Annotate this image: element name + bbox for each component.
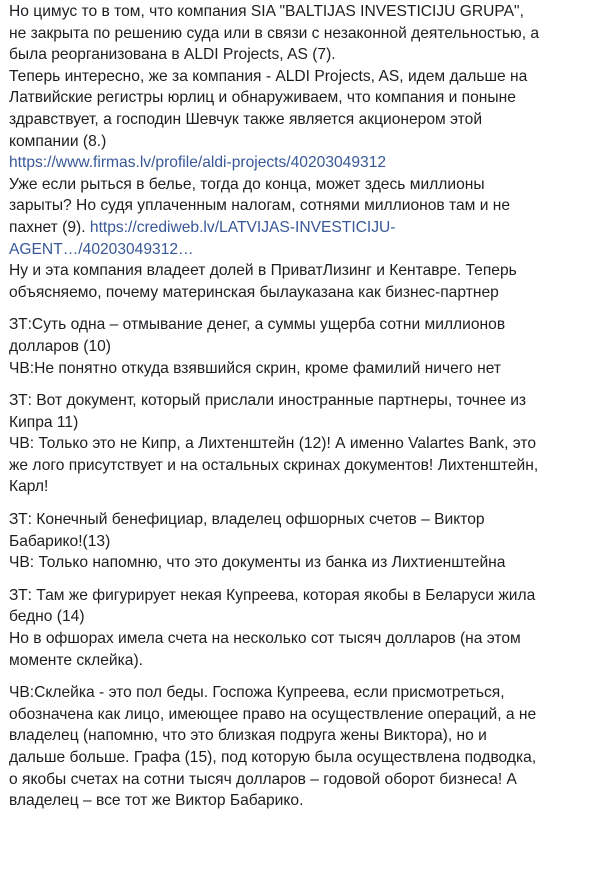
text-segment: же лого присутствует и на остальных скринах документов! Лихтенштейн, bbox=[9, 456, 539, 474]
text-segment: ЧВ:Склейка - это пол беды. Госпожа Купреева, если присмотреться, bbox=[9, 684, 505, 702]
text-segment: компании (8.) bbox=[9, 132, 107, 150]
text-segment: долларов (10) bbox=[9, 337, 111, 355]
text-segment: ЧВ:Не понятно откуда взявшийся скрин, кроме фамилий ничего нет bbox=[9, 359, 502, 377]
text-line bbox=[9, 152, 608, 174]
text-line bbox=[9, 174, 608, 196]
text-line bbox=[9, 585, 608, 607]
text-line bbox=[9, 23, 608, 45]
text-segment: о якобы счетах на сотни тысяч долларов – годовой оборот бизнеса! А bbox=[9, 770, 517, 788]
text-line bbox=[9, 509, 608, 531]
text-line bbox=[9, 769, 608, 791]
text-segment: бедно (14) bbox=[9, 608, 85, 626]
text-segment: Но в офшорах имела счета на несколько сот тысяч долларов (на этом bbox=[9, 630, 521, 648]
text-line bbox=[9, 260, 608, 282]
text-segment: моменте склейка). bbox=[9, 651, 144, 669]
text-line bbox=[9, 282, 608, 304]
text-line bbox=[9, 682, 608, 704]
text-segment: не закрыта по решению суда или в связи с незаконной деятельностью, а bbox=[9, 24, 540, 42]
external-link[interactable]: https://www.firmas.lv/profile/aldi-projects/40203049312 bbox=[9, 154, 387, 172]
text-line bbox=[9, 628, 608, 650]
text-line bbox=[9, 531, 608, 553]
text-segment: владелец – все тот же Виктор Бабарико. bbox=[9, 792, 304, 810]
text-segment: Теперь интересно, же за компания - ALDI Projects, AS, идем дальше на bbox=[9, 67, 528, 85]
post-paragraph bbox=[9, 509, 608, 574]
external-link[interactable]: AGENT…/40203049312… bbox=[9, 240, 194, 258]
text-segment: Карл! bbox=[9, 478, 49, 496]
text-segment: ЗТ: Там же фигурирует некая Купреева, которая якобы в Беларуси жила bbox=[9, 586, 536, 604]
text-segment: ЗТ: Вот документ, который прислали иностранные партнеры, точнее из bbox=[9, 392, 527, 410]
text-segment: объясняемо, почему материнская былауказана как бизнес-партнер bbox=[9, 283, 499, 301]
text-segment: Уже если рыться в белье, тогда до конца, может здесь миллионы bbox=[9, 175, 485, 193]
text-segment: ЧВ: Только напомню, что это документы из банка из Лихтиенштейна bbox=[9, 554, 506, 572]
text-line bbox=[9, 552, 608, 574]
text-segment: зарыты? Но судя уплаченным налогам, сотнями миллионов там и не bbox=[9, 197, 511, 215]
text-segment: обозначена как лицо, имеющее право на осуществление операций, а не bbox=[9, 705, 537, 723]
text-line bbox=[9, 606, 608, 628]
text-line bbox=[9, 336, 608, 358]
text-line bbox=[9, 1, 608, 23]
text-segment: здравствует, а господин Шевчук также является акционером этой bbox=[9, 110, 483, 128]
text-line bbox=[9, 217, 608, 239]
text-line bbox=[9, 195, 608, 217]
text-segment: Латвийские регистры юрлиц и обнаруживаем, что компания и поныне bbox=[9, 89, 516, 107]
text-line bbox=[9, 109, 608, 131]
text-line bbox=[9, 131, 608, 153]
post-paragraph bbox=[9, 585, 608, 671]
text-line bbox=[9, 390, 608, 412]
text-segment: Кипра 11) bbox=[9, 413, 79, 431]
text-line bbox=[9, 239, 608, 261]
text-segment: Ну и эта компания владеет долей в ПриватЛизинг и Кентавре. Теперь bbox=[9, 262, 517, 280]
text-segment: пахнет (9). bbox=[9, 218, 90, 236]
text-segment: Бабарико!(13) bbox=[9, 532, 111, 550]
text-line bbox=[9, 790, 608, 812]
text-segment: ЧВ: Только это не Кипр, а Лихтенштейн (12)! А именно Valartes Bank, это bbox=[9, 435, 537, 453]
post-paragraph bbox=[9, 390, 608, 498]
text-line bbox=[9, 650, 608, 672]
external-link[interactable]: https://crediweb.lv/LATVIJAS-INVESTICIJU- bbox=[89, 218, 396, 236]
text-line bbox=[9, 455, 608, 477]
text-line bbox=[9, 66, 608, 88]
text-segment: дальше больше. Графа (15), под которую была осуществлена подводка, bbox=[9, 749, 537, 766]
text-segment: Но цимус то в том, что компания SIA "BALTIJAS INVESTICIJU GRUPA", bbox=[9, 3, 524, 20]
post-paragraph bbox=[9, 1, 608, 303]
text-line bbox=[9, 725, 608, 747]
text-line bbox=[9, 44, 608, 66]
post-paragraph bbox=[9, 314, 608, 379]
text-segment: ЗТ: Конечный бенефициар, владелец офшорных счетов – Виктор bbox=[9, 511, 485, 529]
text-segment: ЗТ:Суть одна – отмывание денег, а суммы ущерба сотни миллионов bbox=[9, 316, 506, 334]
post-paragraph bbox=[9, 682, 608, 812]
text-line bbox=[9, 433, 608, 455]
text-line bbox=[9, 704, 608, 726]
text-line bbox=[9, 412, 608, 434]
text-line bbox=[9, 476, 608, 498]
text-segment: была реорганизована в ALDI Projects, AS (7). bbox=[9, 46, 336, 64]
text-segment: владелец (напомню, что это близкая подруга жены Виктора), но и bbox=[9, 727, 487, 745]
text-line bbox=[9, 87, 608, 109]
text-line bbox=[9, 314, 608, 336]
text-line bbox=[9, 358, 608, 380]
text-line bbox=[9, 747, 608, 769]
